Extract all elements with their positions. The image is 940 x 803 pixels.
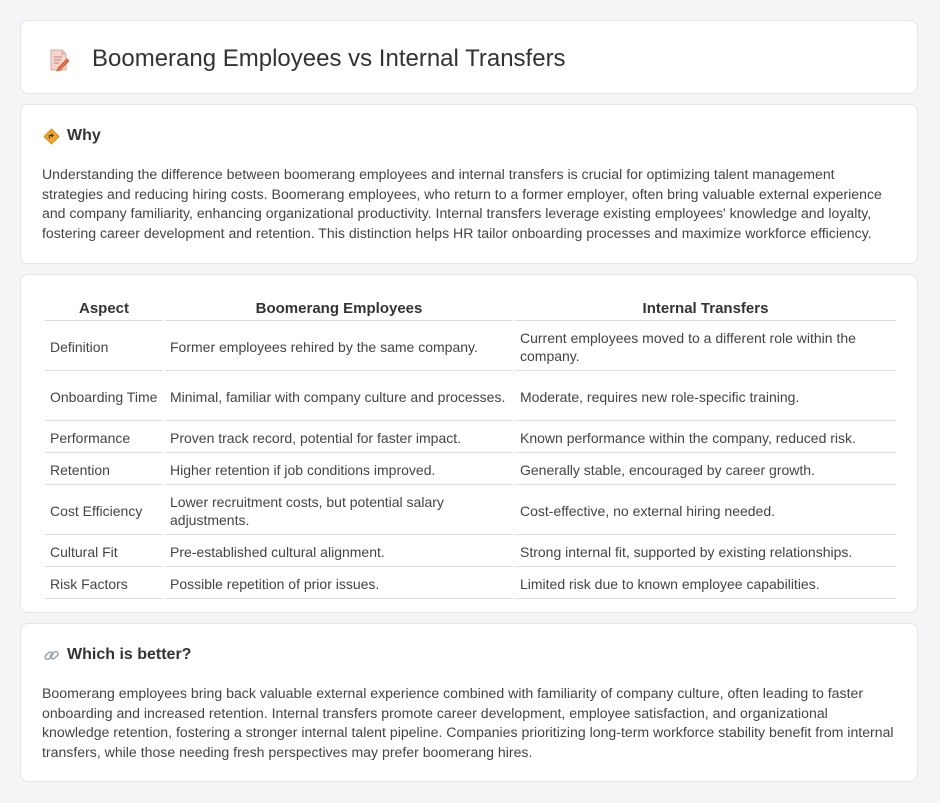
cell-boomerang: Proven track record, potential for faster impact. <box>165 423 513 453</box>
table-row <box>45 455 896 485</box>
cell-boomerang: Possible repetition of prior issues. <box>165 569 513 599</box>
better-title: Which is better? <box>67 646 192 663</box>
comparison-table <box>43 295 898 601</box>
cell-boomerang: Higher retention if job conditions improved. <box>165 455 513 485</box>
why-section <box>20 104 918 264</box>
table-row <box>45 487 896 535</box>
better-heading <box>43 646 191 664</box>
cell-internal: Limited risk due to known employee capabilities. <box>515 569 896 599</box>
cell-internal: Moderate, requires new role-specific training. <box>515 373 896 421</box>
cell-boomerang: Lower recruitment costs, but potential salary adjustments. <box>165 487 513 535</box>
cell-aspect: Cultural Fit <box>45 537 163 567</box>
table-row <box>45 537 896 567</box>
cell-internal: Known performance within the company, reduced risk. <box>515 423 896 453</box>
road-sign-icon <box>43 128 60 145</box>
header-internal: Internal Transfers <box>515 297 896 321</box>
document-edit-icon <box>47 48 71 72</box>
header-aspect: Aspect <box>45 297 163 321</box>
link-icon <box>43 647 60 664</box>
better-body: Boomerang employees bring back valuable external experience combined with familiarity of company culture, often leading to faster onboarding and increased retention. Internal transfers promote career development, employee satisfaction, and organizational knowledge retention, fostering a stronger internal talent pipeline. Companies prioritizing long-term workforce stability benefit from internal transfers, while those needing fresh perspectives may prefer boomerang hires. <box>42 685 894 760</box>
cell-internal: Cost-effective, no external hiring needed. <box>515 487 896 535</box>
page-title: Boomerang Employees vs Internal Transfers <box>92 45 566 72</box>
cell-boomerang: Pre-established cultural alignment. <box>165 537 513 567</box>
cell-aspect: Cost Efficiency <box>45 487 163 535</box>
header-boomerang: Boomerang Employees <box>165 297 513 321</box>
which-better-section <box>20 623 918 782</box>
table-row <box>45 323 896 371</box>
cell-internal: Generally stable, encouraged by career growth. <box>515 455 896 485</box>
comparison-section <box>20 274 918 613</box>
cell-aspect: Retention <box>45 455 163 485</box>
why-heading <box>43 127 101 145</box>
why-title: Why <box>67 127 101 144</box>
cell-internal: Current employees moved to a different role within the company. <box>515 323 896 371</box>
cell-aspect: Risk Factors <box>45 569 163 599</box>
header-card <box>20 20 918 94</box>
table-row <box>45 373 896 421</box>
table-row <box>45 569 896 599</box>
cell-aspect: Definition <box>45 323 163 371</box>
why-body: Understanding the difference between boomerang employees and internal transfers is crucial for optimizing talent management strategies and reducing hiring costs. Boomerang employees, who return to a former employer, often bring valuable external experience and company familiarity, enhancing organizational productivity. Internal transfers leverage existing employees' knowledge and loyalty, fostering career development and retention. This distinction helps HR tailor onboarding processes and maximize workforce efficiency. <box>42 166 882 241</box>
cell-internal: Strong internal fit, supported by existing relationships. <box>515 537 896 567</box>
cell-boomerang: Former employees rehired by the same company. <box>165 323 513 371</box>
cell-aspect: Performance <box>45 423 163 453</box>
table-row <box>45 423 896 453</box>
cell-boomerang: Minimal, familiar with company culture and processes. <box>165 373 513 421</box>
table-header-row <box>45 297 896 321</box>
cell-aspect: Onboarding Time <box>45 373 163 421</box>
